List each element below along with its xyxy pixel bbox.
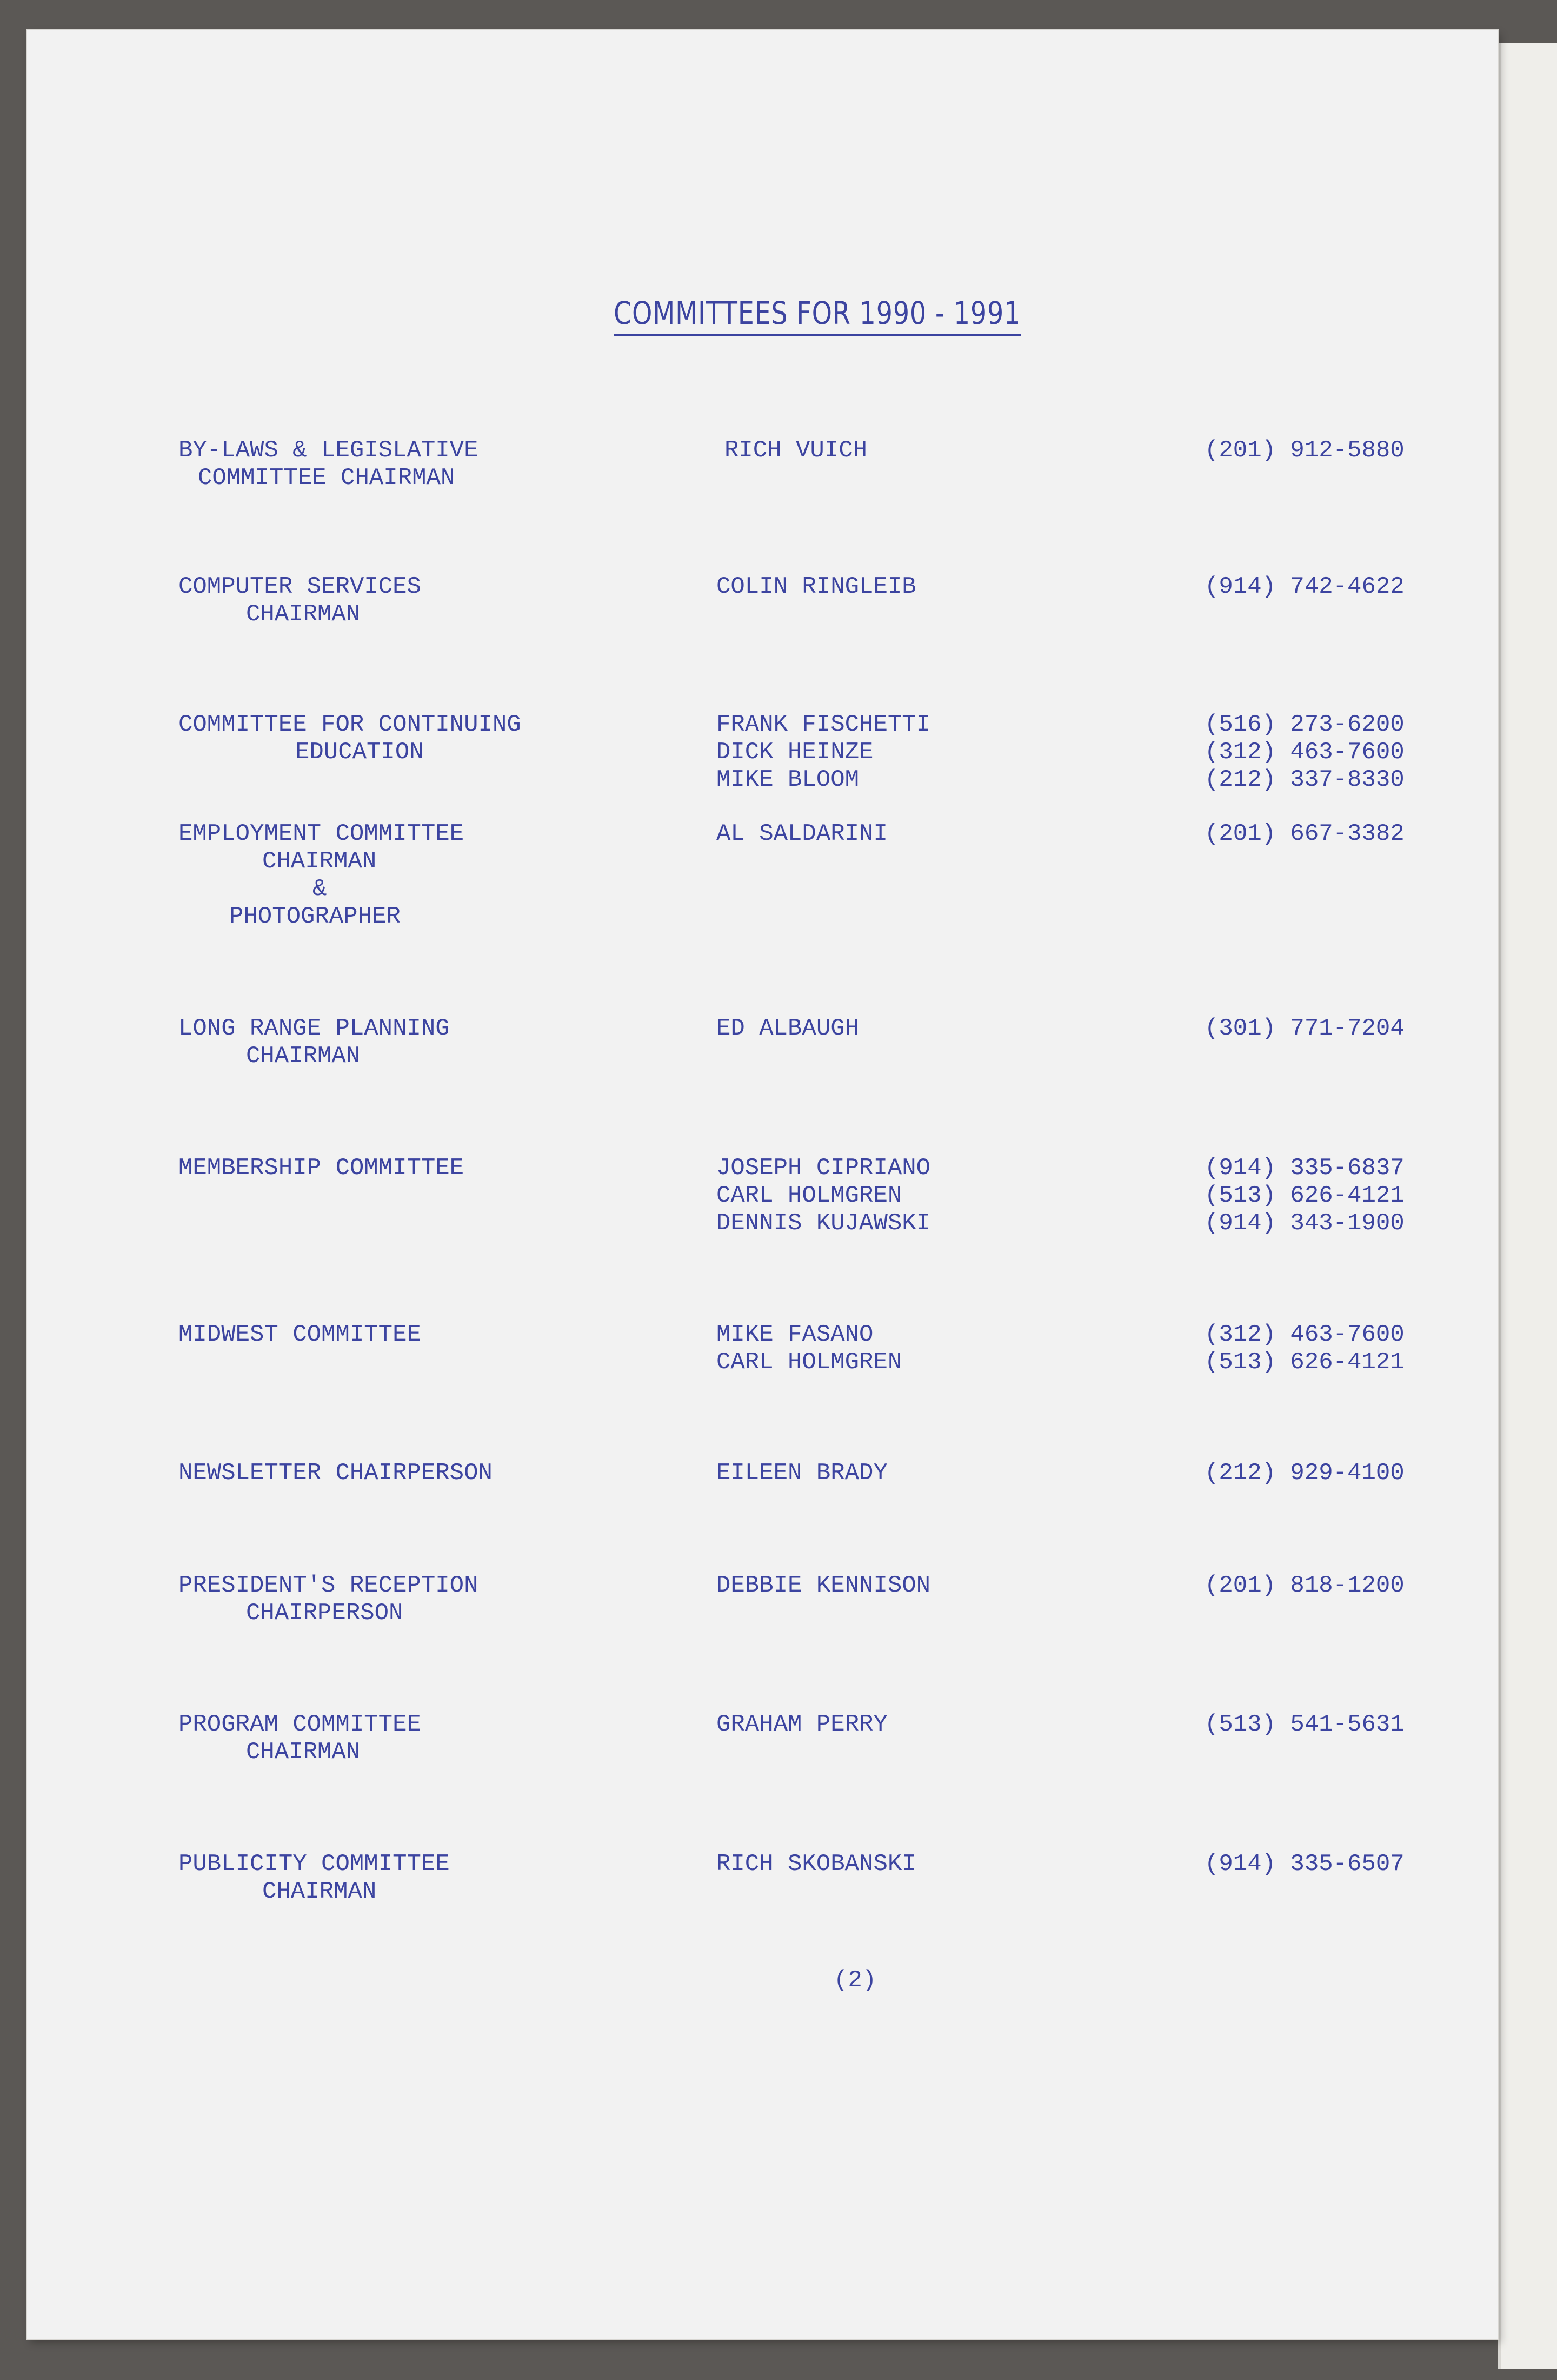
committee-role-line: CHAIRMAN xyxy=(246,601,361,628)
member-phone: (516) 273-6200 xyxy=(1205,711,1405,738)
member-phone: (513) 541-5631 xyxy=(1205,1711,1405,1738)
committee-name-line: EMPLOYMENT COMMITTEE xyxy=(178,820,464,847)
committee-role-line: PHOTOGRAPHER xyxy=(229,903,401,930)
member-phone: (301) 771-7204 xyxy=(1205,1015,1405,1042)
member-name: AL SALDARINI xyxy=(716,820,888,847)
committee-name-line: PRESIDENT'S RECEPTION xyxy=(178,1572,478,1599)
page-title: COMMITTEES FOR 1990 - 1991 xyxy=(614,295,1021,336)
member-name: FRANK FISCHETTI xyxy=(716,711,931,738)
document-page xyxy=(27,30,1498,2339)
committee-role-line: CHAIRMAN xyxy=(262,848,377,875)
member-name: MIKE FASANO xyxy=(716,1321,874,1348)
member-name: GRAHAM PERRY xyxy=(716,1711,888,1738)
committee-role-line: EDUCATION xyxy=(295,739,424,766)
committee-name-line: MIDWEST COMMITTEE xyxy=(178,1321,421,1348)
member-phone: (914) 335-6837 xyxy=(1205,1155,1405,1182)
committee-role-line: COMMITTEE CHAIRMAN xyxy=(198,465,455,492)
member-name: RICH SKOBANSKI xyxy=(716,1851,916,1878)
committee-name-line: PUBLICITY COMMITTEE xyxy=(178,1851,450,1878)
member-phone: (201) 818-1200 xyxy=(1205,1572,1405,1599)
committee-name-line: COMPUTER SERVICES xyxy=(178,573,421,600)
member-name: MIKE BLOOM xyxy=(716,766,860,793)
committee-name-line: PROGRAM COMMITTEE xyxy=(178,1711,421,1738)
member-phone: (212) 337-8330 xyxy=(1205,766,1405,793)
committee-role-line: CHAIRMAN xyxy=(246,1043,361,1070)
committee-role-line: CHAIRMAN xyxy=(246,1739,361,1766)
next-page-edge xyxy=(1498,43,1557,2369)
page-number: (2) xyxy=(834,1967,877,1994)
committee-name-line: COMMITTEE FOR CONTINUING xyxy=(178,711,521,738)
member-phone: (513) 626-4121 xyxy=(1205,1182,1405,1209)
member-name: ED ALBAUGH xyxy=(716,1015,860,1042)
committee-name-line: NEWSLETTER CHAIRPERSON xyxy=(178,1460,493,1487)
member-phone: (914) 343-1900 xyxy=(1205,1210,1405,1237)
committee-name-line: BY-LAWS & LEGISLATIVE xyxy=(178,437,478,464)
member-phone: (201) 667-3382 xyxy=(1205,820,1405,847)
member-name: EILEEN BRADY xyxy=(716,1460,888,1487)
member-name: DICK HEINZE xyxy=(716,739,874,766)
member-name: CARL HOLMGREN xyxy=(716,1182,902,1209)
member-phone: (212) 929-4100 xyxy=(1205,1460,1405,1487)
committee-role-line: & xyxy=(312,876,327,903)
committee-role-line: CHAIRPERSON xyxy=(246,1600,403,1627)
committee-name-line: MEMBERSHIP COMMITTEE xyxy=(178,1155,464,1182)
member-name: DENNIS KUJAWSKI xyxy=(716,1210,931,1237)
member-name: DEBBIE KENNISON xyxy=(716,1572,931,1599)
member-phone: (513) 626-4121 xyxy=(1205,1349,1405,1376)
member-phone: (312) 463-7600 xyxy=(1205,1321,1405,1348)
committee-name-line: LONG RANGE PLANNING xyxy=(178,1015,450,1042)
member-phone: (914) 335-6507 xyxy=(1205,1851,1405,1878)
member-phone: (312) 463-7600 xyxy=(1205,739,1405,766)
member-name: JOSEPH CIPRIANO xyxy=(716,1155,931,1182)
member-name: CARL HOLMGREN xyxy=(716,1349,902,1376)
member-name: COLIN RINGLEIB xyxy=(716,573,916,600)
committee-role-line: CHAIRMAN xyxy=(262,1878,377,1905)
member-phone: (201) 912-5880 xyxy=(1205,437,1405,464)
member-phone: (914) 742-4622 xyxy=(1205,573,1405,600)
member-name: RICH VUICH xyxy=(724,437,868,464)
